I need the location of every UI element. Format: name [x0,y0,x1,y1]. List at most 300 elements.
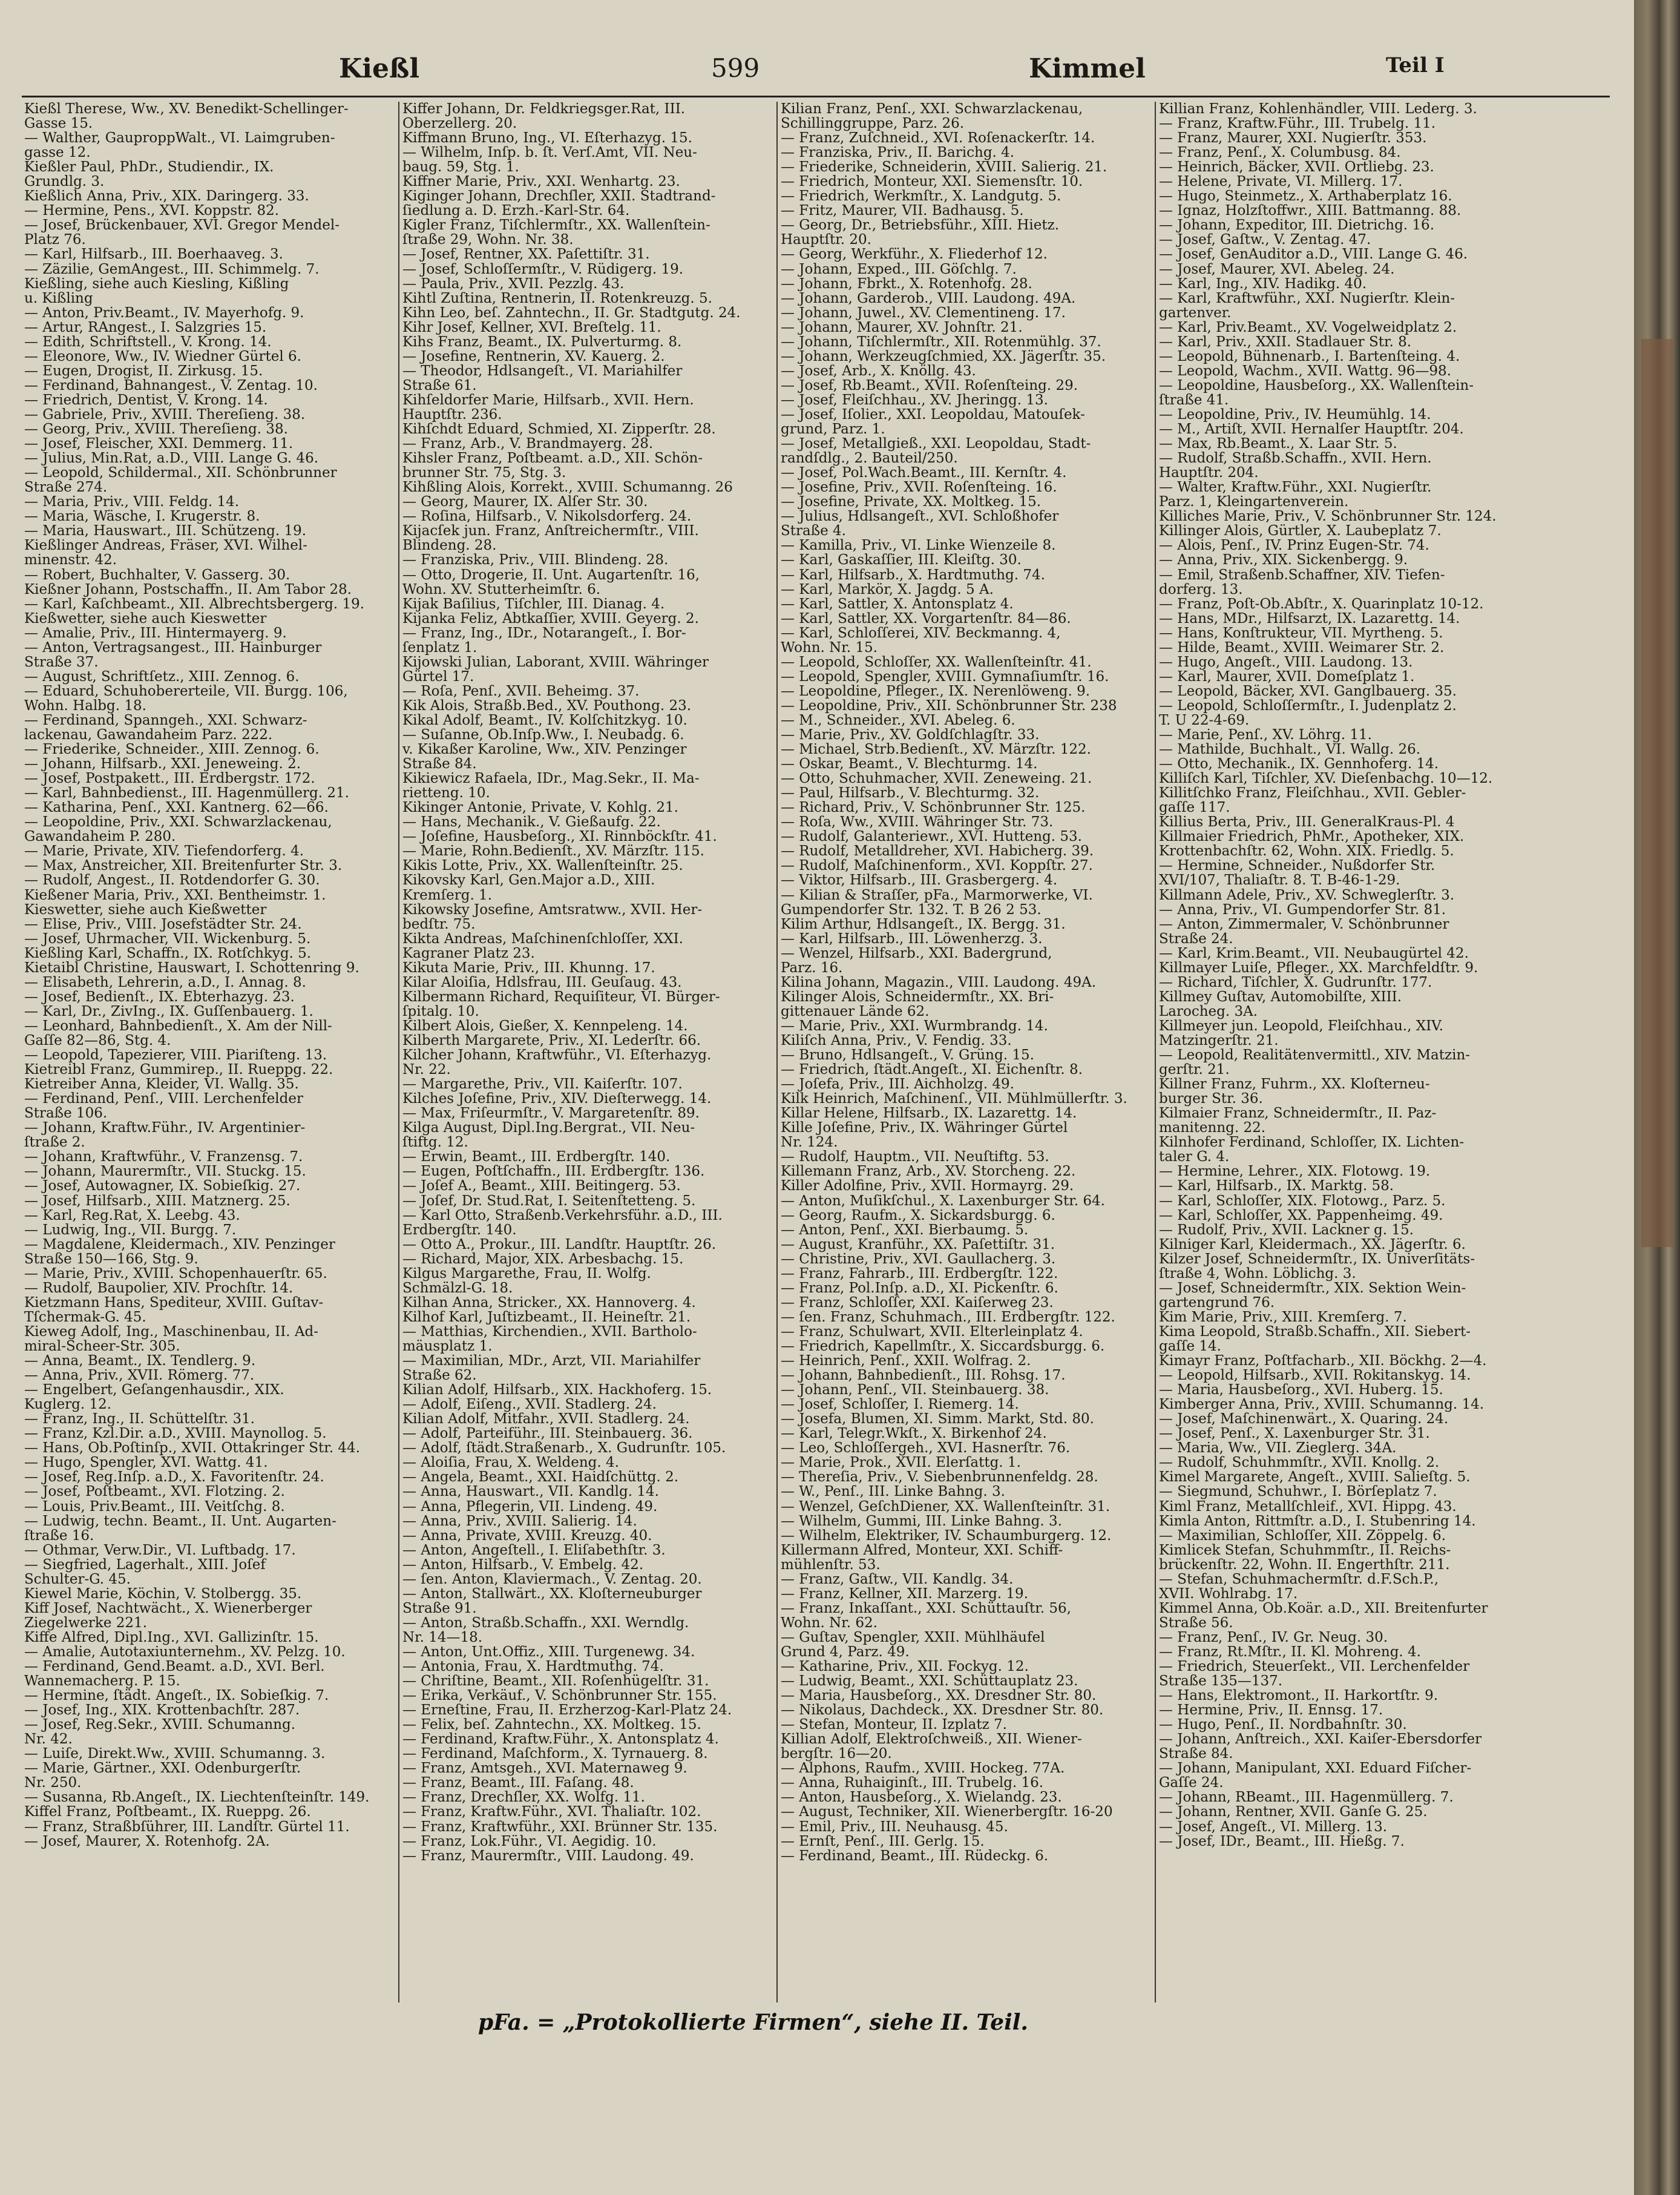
directory-entry-line: baug. 59, Stg. 1. [402,159,519,176]
directory-entry-line: — Karl, Schloſſer, XX. Pappenheimg. 49. [1159,1207,1443,1223]
directory-entry-line: — Anton, Penſ., XXI. Bierbaumg. 5. [781,1222,1029,1238]
directory-entry-line: — Josef, IDr., Beamt., III. Hießg. 7. [1159,1833,1405,1849]
directory-entry-line: — Johann, Juwel., XV. Clementineng. 17. [781,304,1066,321]
directory-entry-line: — Viktor, Hilfsarb., III. Grasbergerg. 4. [781,872,1058,889]
directory-entry-line: — Josef, Uhrmacher, VII. Wickenburg. 5. [24,930,311,947]
directory-entry-line: Kijacſek jun. Franz, Anſtreichermſtr., VIII. [402,523,699,539]
directory-entry-line: — Marie, Gärtner., XXI. Odenburgerſtr. [24,1760,301,1777]
directory-entry-line: — Maximilian, Schloſſer, XII. Zöppelg. 6. [1159,1527,1446,1544]
directory-entry-line: Parz. 16. [781,959,843,976]
directory-entry-line: Kiewel Marie, Köchin, V. Stolbergg. 35. [24,1585,302,1602]
directory-entry-line: Kilzer Josef, Schneidermſtr., IX. Univerſitäts- [1159,1251,1475,1267]
directory-entry-line: — Aloiſia, Frau, X. Weldeng. 4. [402,1455,619,1471]
column-divider [776,102,778,2002]
directory-entry-line: Kietreibl Franz, Gummirep., II. Rueppg. 22. [24,1062,333,1078]
directory-entry-line: — Josefa, Blumen, XI. Simm. Markt, Std. 80. [781,1411,1094,1427]
directory-entry-line: — Suſanne, Ob.Inſp.Ww., I. Neubadg. 6. [402,727,684,743]
directory-entry-line: — W., Penſ., III. Linke Bahng. 3. [781,1484,1005,1500]
directory-entry-line: — Michael, Strb.Bedienſt., XV. Märzſtr. 122. [781,742,1091,758]
directory-entry-line: brunner Str. 75, Stg. 3. [402,465,566,481]
directory-entry-line: Kilian Franz, Penſ., XXI. Schwarzlackenau, [781,102,1083,117]
directory-entry-line: — Hilde, Beamt., XVIII. Weimarer Str. 2. [1159,639,1445,656]
directory-entry-line: ſtraße 2. [24,1134,85,1151]
directory-entry-line: — Johann, Werkzeugſchmied, XX. Jägerſtr. 35. [781,348,1106,364]
directory-entry-line: — Georg, Dr., Betriebsführ., XIII. Hietz. [781,217,1060,234]
directory-entry-line: — Josef, Schloſſermſtr., V. Rüdigerg. 19. [402,261,684,277]
directory-entry-line: — Franz, Penſ., IV. Gr. Neug. 30. [1159,1629,1388,1645]
directory-entry-line: — Johann, Maurer, XV. Johnſtr. 21. [781,319,1023,335]
directory-entry-line: — Hugo, Penſ., II. Nordbahnſtr. 30. [1159,1717,1407,1733]
directory-entry-line: Kikta Andreas, Maſchinenſchloſſer, XXI. [402,930,683,947]
directory-entry-line: — Leopold, Wachm., XVII. Wattg. 96—98. [1159,363,1451,379]
directory-entry-line: — Anna, Hauswart., VII. Kandlg. 14. [402,1484,659,1500]
directory-entry-line: — Roſa, Ww., XVIII. Währinger Str. 73. [781,814,1054,831]
directory-entry-line: — Wilhelm, Elektriker, IV. Schaumburgerg. 12. [781,1527,1112,1544]
directory-entry-line: — Hans, MDr., Hilfsarzt, IX. Lazarettg. 14. [1159,610,1460,627]
directory-entry-line: — Josef, Maurer, XVI. Abeleg. 24. [1159,261,1395,277]
directory-entry-line: Straße 135—137. [1159,1673,1283,1690]
directory-entry-line: — Rudolf, Metalldreher, XVI. Habicherg. 39. [781,843,1094,860]
thumb-index-tab [1641,339,1673,1247]
directory-entry-line: taler G. 4. [1159,1149,1230,1165]
directory-entry-line: Kilar Aloiſia, Hdlsfrau, III. Geuſaug. 43. [402,974,682,990]
directory-entry-line: Kigler Franz, Tiſchlermſtr., XX. Wallenſtein- [402,217,710,234]
directory-entry-line: — Felix, beſ. Zahntechn., XX. Moltkeg. 15. [402,1717,701,1733]
directory-entry-line: Nr. 250. [24,1775,82,1791]
directory-entry-line: Kiml Franz, Metallſchleif., XVI. Hippg. 43. [1159,1498,1457,1515]
directory-entry-line: Kilbermann Richard, Requiſiteur, VI. Bürger- [402,989,720,1005]
directory-entry-line: — Hugo, Steinmetz., X. Arthaberplatz 16. [1159,188,1452,205]
directory-entry-line: Kagraner Platz 23. [402,945,535,961]
directory-entry-line: — Anna, Priv., XVII. Römerg. 77. [24,1367,255,1384]
directory-entry-line: — Johann, Exped., III. Göſchlg. 7. [781,261,1017,277]
directory-entry-line: Kikuta Marie, Priv., III. Khunng. 17. [402,959,655,976]
directory-entry-line: Kihn Leo, beſ. Zahntechn., II. Gr. Stadtgutg. 24. [402,304,741,321]
directory-entry-line: — Georg, Raufm., X. Sickardsburgg. 6. [781,1207,1055,1223]
directory-entry-line: — Ludwig, Beamt., XXI. Schüttauplatz 23. [781,1673,1078,1690]
directory-entry-line: Kießlinger Andreas, Fräser, XVI. Wilhel- [24,538,307,554]
directory-entry-line: Kimberger Anna, Priv., XVIII. Schumanng. 14. [1159,1397,1485,1413]
directory-entry-line: gartenver. [1159,304,1232,321]
directory-entry-line: Killner Franz, Fuhrm., XX. Kloſterneu- [1159,1076,1430,1093]
directory-entry-line: Killermann Alfred, Monteur, XXI. Schiff- [781,1542,1063,1558]
directory-entry-line: Grundlg. 3. [24,174,105,190]
directory-entry-line: Gürtel 17. [402,668,474,685]
directory-entry-line: — Ludwig, techn. Beamt., II. Unt. Augarten- [24,1513,336,1529]
directory-entry-line: Hauptſtr. 20. [781,232,871,248]
directory-entry-line: — Karl, Kraftwführ., XXI. Nugierſtr. Klein- [1159,290,1455,306]
directory-entry-line: — Elisabeth, Lehrerin, a.D., I. Annag. 8. [24,974,306,990]
directory-entry-line: — Alphons, Raufm., XVIII. Hockeg. 77A. [781,1760,1065,1777]
directory-entry-line: Kiffmann Bruno, Ing., VI. Eſterhazyg. 15. [402,130,692,146]
directory-entry-line: — Anna, Pflegerin, VII. Lindeng. 49. [402,1498,658,1515]
directory-entry-line: — Joſefa, Priv., III. Aichholzg. 49. [781,1076,1014,1093]
directory-entry-line: — Leopoldine, Priv., XII. Schönbrunner Str. 238 [781,697,1117,714]
directory-entry-line: Straße 106. [24,1105,108,1122]
directory-entry-line: — Josef, Rb.Beamt., XVII. Roſenſteing. 29. [781,377,1078,393]
directory-entry-line: Kietreiber Anna, Kleider, VI. Wallg. 35. [24,1076,299,1093]
directory-entry-line: Kijowski Julian, Laborant, XVIII. Währinger [402,654,709,670]
directory-entry-line: Kilniger Karl, Kleidermach., XX. Jägerſtr. 6. [1159,1236,1466,1252]
directory-entry-line: — Josef, Fleischer, XXI. Demmerg. 11. [24,436,294,452]
directory-entry-line: — Leopoldine, Priv., XXI. Schwarzlackenau, [24,814,332,831]
directory-entry-line: — Walter, Kraftw.Führ., XXI. Nugierſtr. [1159,479,1432,496]
directory-entry-line: — Karl, Bahnbedienst., III. Hagenmüllerg. 21. [24,785,349,801]
directory-entry-line: — Johann, Expeditor, III. Dietrichg. 16. [1159,217,1435,234]
directory-entry-line: gasse 12. [24,145,91,161]
header-part: Teil I [1386,53,1445,77]
directory-entry-line: gerſtr. 21. [1159,1062,1230,1078]
directory-entry-line: rietteng. 10. [402,785,490,801]
directory-entry-line: Kießner Johann, Postschaffn., II. Am Tabor 28. [24,581,352,597]
directory-entry-line: — Franziska, Priv., II. Barichg. 4. [781,145,1015,161]
directory-entry-line: — Georg, Werkführ., X. Fliederhof 12. [781,246,1048,263]
directory-entry-line: — Leopold, Spengler, XVIII. Gymnaſiumſtr. 16. [781,668,1109,685]
directory-entry-line: gittenauer Lände 62. [781,1003,930,1019]
directory-entry-line: Nr. 22. [402,1062,451,1078]
directory-entry-line: — Friederike, Schneiderin, XVIII. Salierig. 21. [781,159,1107,176]
directory-entry-line: — Ernſt, Penſ., III. Gerlg. 15. [781,1833,985,1849]
directory-entry-line: — Hugo, Angeſt., VIII. Laudong. 13. [1159,654,1413,670]
directory-entry-line: — Karl, Markör, X. Jagdg. 5 A. [781,581,994,597]
directory-entry-line: — Marie, Priv., XVIII. Schopenhauerſtr. 65. [24,1265,327,1282]
directory-entry-line: — Ferdinand, Gend.Beamt. a.D., XVI. Berl. [24,1659,325,1675]
directory-entry-line: — Heinrich, Bäcker, XVII. Ortliebg. 23. [1159,159,1434,176]
directory-entry-line: — Josef, Maurer, X. Rotenhofg. 2A. [24,1833,270,1849]
directory-entry-line: — Leopold, Bühnenarb., I. Bartenſteing. 4. [1159,348,1460,364]
directory-entry-line: Gumpendorfer Str. 132. T. B 26 2 53. [781,901,1042,918]
directory-entry-line: — Marie, Prok., XVII. Elerſattg. 1. [781,1455,1021,1471]
directory-entry-line: Erdbergſtr. 140. [402,1222,517,1238]
directory-entry-line: — Adolf, Eiſeng., XVII. Stadlerg. 24. [402,1397,657,1413]
column-divider [398,102,399,2002]
directory-entry-line: Kremſerg. 1. [402,887,493,903]
directory-entry-line: Killmaier Friedrich, PhMr., Apotheker, XIX. [1159,829,1465,845]
directory-entry-line: Kießler Paul, PhDr., Studiendir., IX. [24,159,274,176]
directory-entry-line: — Hans, Konſtrukteur, VII. Myrtheng. 5. [1159,625,1443,641]
directory-entry-line: Kilhof Karl, Juſtizbeamt., II. Heineſtr. 21. [402,1309,691,1325]
directory-entry-line: Kieswetter, siehe auch Kießwetter [24,901,267,918]
directory-entry-line: Kilches Joſefine, Priv., XIV. Dieſterwegg. 14. [402,1091,712,1107]
directory-entry-line: — Otto, Schuhmacher, XVII. Zeneweing. 21. [781,771,1092,787]
directory-entry-line: Hauptſtr. 204. [1159,465,1259,481]
directory-entry-line: Nr. 42. [24,1731,73,1748]
directory-entry-line: — Artur, RAngest., I. Salzgries 15. [24,319,267,335]
directory-entry-line: — Karl, Priv., XXII. Stadlauer Str. 8. [1159,334,1412,350]
column-1 [24,102,395,1849]
directory-entry-line: Kima Leopold, Straßb.Schaffn., XII. Siebert- [1159,1323,1471,1340]
directory-entry-line: — Leopoldine, Hausbeſorg., XX. Wallenſtein- [1159,377,1474,393]
directory-entry-line: — Stefan, Monteur, II. Izplatz 7. [781,1717,1007,1733]
directory-entry-line: — Josef, Hilfsarb., XIII. Matznerg. 25. [24,1193,290,1209]
directory-entry-line: — Heinrich, Penſ., XXII. Wolfrag. 2. [781,1353,1031,1369]
directory-entry-line: — Hermine, Pens., XVI. Koppstr. 82. [24,203,280,219]
directory-entry-line: — Friederike, Schneider., XIII. Zennog. 6. [24,742,320,758]
directory-entry-line: — Anton, Unt.Offiz., XIII. Turgenewg. 34. [402,1644,695,1660]
directory-entry-line: Gaſſe 24. [1159,1775,1224,1791]
directory-entry-line: — Johann, Garderob., VIII. Laudong. 49A. [781,290,1076,306]
directory-entry-line: Kihs Franz, Beamt., IX. Pulverturmg. 8. [402,334,682,350]
directory-entry-line: — Karl, Schloſſerei, XIV. Beckmanng. 4, [781,625,1061,641]
directory-entry-line: — Joſefine, Hausbeſorg., XI. Rinnböckſtr. 41. [402,829,717,845]
directory-entry-line: — Friedrich, ſtädt.Angeſt., XI. Eichenſtr. 8. [781,1062,1083,1078]
directory-entry-line: — Karl, Priv.Beamt., XV. Vogelweidplatz 2. [1159,319,1457,335]
directory-entry-line: — Josef, Reg.Inſp. a.D., X. Favoritenſtr. 24. [24,1469,324,1486]
directory-entry-line: grund, Parz. 1. [781,421,885,438]
directory-entry-line: — Franz, Straßbſührer, III. Landſtr. Gürtel 11. [24,1818,350,1835]
directory-entry-line: Straße 62. [402,1367,477,1384]
directory-entry-line: — Rudolf, Galanteriewr., XVI. Hutteng. 53. [781,829,1082,845]
directory-entry-line: Killius Berta, Priv., III. GeneralKraus-Pl. 4 [1159,814,1455,831]
directory-entry-line: — Karl, Sattler, X. Antonsplatz 4. [781,596,1014,612]
directory-entry-line: Wohn. XV. Stutterheimſtr. 6. [402,581,601,597]
directory-entry-line: — Anna, Priv., VI. Gumpendorfer Str. 81. [1159,901,1446,918]
directory-entry-line: — Rudolf, Priv., XVII. Lackner g. 15. [1159,1222,1414,1238]
directory-entry-line: — Hans, Elektromont., II. Harkortſtr. 9. [1159,1688,1439,1704]
directory-entry-line: — Anton, Angeſtell., I. Eliſabethſtr. 3. [402,1542,666,1558]
directory-entry-line: Kilcher Johann, Kraftwführ., VI. Eſterhazyg. [402,1047,712,1064]
directory-entry-line: — Adolf, Parteiführ., III. Steinbauerg. 36. [402,1426,693,1442]
directory-entry-line: Kilnhofer Ferdinand, Schloſſer, IX. Lichten- [1159,1134,1465,1151]
directory-entry-line: — Franz, Amtsgeh., XVI. Maternaweg 9. [402,1760,687,1777]
directory-entry-line: — Hermine, Priv., II. Ennsg. 17. [1159,1702,1383,1719]
directory-entry-line: — M., Artiſt, XVII. Hernalſer Hauptſtr. 204. [1159,421,1464,438]
directory-entry-line: — Angela, Beamt., XXI. Haidſchüttg. 2. [402,1469,679,1486]
directory-entry-line: Killian Adolf, Elektroſchweiß., XII. Wiener- [781,1731,1082,1748]
directory-entry-line: — Richard, Major, XIX. Arbesbachg. 15. [402,1251,684,1267]
directory-entry-line: — Josef, Reg.Sekr., XVIII. Schumanng. [24,1717,296,1733]
directory-entry-line: — Franz, Fahrarb., III. Erdbergſtr. 122. [781,1265,1058,1282]
directory-entry-line: Blindeng. 28. [402,538,497,554]
directory-entry-line: — Louis, Priv.Beamt., III. Veitſchg. 8. [24,1498,285,1515]
directory-entry-line: — Franz, Poſt-Ob.Abſtr., X. Quarinplatz 10-12. [1159,596,1484,612]
directory-entry-line: — Eugen, Poſtſchaffn., III. Erdbergſtr. 136. [402,1163,705,1180]
directory-entry-line: bergſtr. 16—20. [781,1746,892,1762]
directory-entry-line: — Maria, Priv., VIII. Feldg. 14. [24,494,240,510]
directory-entry-line: — Franz, Schulwart, XVII. Elterleinplatz 4. [781,1323,1083,1340]
directory-entry-line: — Anton, Zimmermaler, V. Schönbrunner [1159,916,1449,932]
directory-entry-line: — Magdalene, Kleidermach., XIV. Penzinger [24,1236,335,1252]
directory-entry-line: — Karl, Reg.Rat, X. Leebg. 43. [24,1207,240,1223]
directory-entry-line: Kilim Arthur, Hdlsangeſt., IX. Bergg. 31. [781,916,1066,932]
directory-entry-line: — Susanna, Rb.Angeſt., IX. Liechtenſteinſtr. 149. [24,1789,370,1806]
directory-entry-line: Wohn. Nr. 62. [781,1614,878,1631]
directory-entry-line: — Josef, Penſ., X. Laxenburger Str. 31. [1159,1426,1430,1442]
directory-entry-line: — Otto, Drogerie, II. Unt. Augartenſtr. 16, [402,567,700,583]
directory-entry-line: — Amalie, Priv., III. Hintermayerg. 9. [24,625,287,641]
directory-entry-line: Kille Joſefine, Priv., IX. Währinger Gürtel [781,1120,1068,1136]
directory-entry-line: — Marie, Private, XIV. Tiefendorferg. 4. [24,843,304,860]
directory-entry-line: ſtraße 29, Wohn. Nr. 38. [402,232,574,248]
directory-entry-line: — Otto, Mechanik., IX. Gennhoferg. 14. [1159,756,1439,772]
directory-entry-line: Straße 274. [24,479,108,496]
directory-entry-line: — Julius, Min.Rat, a.D., VIII. Lange G. 46. [24,450,319,467]
header-left-keyword: Kießl [339,53,420,84]
directory-entry-line: — Franz, Ing., IDr., Notarangeſt., I. Bor- [402,625,686,641]
directory-entry-line: — Josefine, Priv., XVII. Roſenſteing. 16. [781,479,1057,496]
directory-entry-line: Straße 84. [1159,1746,1233,1762]
directory-entry-line: miral-Scheer-Str. 305. [24,1338,180,1354]
directory-entry-line: Wohn. Halbg. 18. [24,697,146,714]
directory-entry-line: — Anna, Beamt., IX. Tendlerg. 9. [24,1353,256,1369]
directory-entry-line: v. Kikaßer Karoline, Ww., XIV. Penzinger [402,742,687,758]
directory-entry-line: Straße 56. [1159,1614,1233,1631]
directory-entry-line: Kikowsky Josefine, Amtsratww., XVII. Her- [402,901,703,918]
directory-entry-line: — Margarethe, Priv., VII. Kaiſerſtr. 107. [402,1076,683,1093]
directory-entry-line: Kihſeldorfer Marie, Hilfsarb., XVII. Hern. [402,392,694,408]
directory-entry-line: — Paula, Priv., XVII. Pezzlg. 43. [402,275,625,292]
directory-entry-line: Kikiewicz Rafaela, IDr., Mag.Sekr., II. Ma- [402,771,700,787]
directory-entry-line: Kuglerg. 12. [24,1397,112,1413]
directory-entry-line: — Johann, Kraftwführ., V. Franzensg. 7. [24,1149,303,1165]
directory-entry-line: Kimla Anton, Rittmſtr. a.D., I. Stubenring 14. [1159,1513,1476,1529]
column-2 [402,102,773,1863]
directory-entry-line: — Engelbert, Geſangenhausdir., XIX. [24,1382,284,1398]
directory-entry-line: Kik Alois, Straßb.Bed., XV. Pouthong. 23. [402,697,692,714]
directory-entry-line: — Anton, Muſikſchul., X. Laxenburger Str. 64. [781,1193,1105,1209]
directory-entry-line: Kiffel Franz, Poſtbeamt., IX. Rueppg. 26. [24,1804,311,1820]
directory-entry-line: — Ferdinand, Bahnangest., V. Zentag. 10. [24,377,318,393]
directory-entry-line: — Leopold, Bäcker, XVI. Ganglbauerg. 35. [1159,683,1457,699]
directory-entry-line: minenstr. 42. [24,552,117,568]
directory-entry-line: Kilian Adolf, Mitfahr., XVII. Stadlerg. 24. [402,1411,690,1427]
directory-entry-line: Straße 37. [24,654,99,670]
directory-entry-line: — Karl, Gaskaſſier, III. Kleiſtg. 30. [781,552,1022,568]
directory-entry-line: dorferg. 13. [1159,581,1243,597]
directory-entry-line: — Marie, Rohn.Bedienſt., XV. Märzſtr. 115. [402,843,704,860]
directory-entry-line: T. U 22-4-69. [1159,712,1250,728]
directory-entry-line: — Othmar, Verw.Dir., VI. Luftbadg. 17. [24,1542,296,1558]
directory-entry-line: Kilgus Margarethe, Frau, II. Wolfg. [402,1265,651,1282]
directory-entry-line: Kihsler Franz, Poſtbeamt. a.D., XII. Schön- [402,450,703,467]
directory-entry-line: Killemann Franz, Arb., XV. Storcheng. 22. [781,1163,1076,1180]
directory-entry-line: — Marie, Penſ., XV. Löhrg. 11. [1159,727,1372,743]
directory-entry-line: — Guſtav, Spengler, XXII. Mühlhäufel [781,1629,1045,1645]
directory-entry-line: — Josef, GenAuditor a.D., VIII. Lange G. 46. [1159,246,1468,263]
directory-entry-line: — ſen. Franz, Schuhmach., III. Erdbergſtr. 122. [781,1309,1115,1325]
directory-entry-line: Kiffner Marie, Priv., XXI. Wenhartg. 23. [402,174,680,190]
directory-entry-line: — Johann, Tiſchlermſtr., XII. Rotenmühlg. 37. [781,334,1101,350]
directory-entry-line: — Stefan, Schuhmachermſtr. d.F.Sch.P., [1159,1571,1439,1587]
directory-entry-line: — Franz, Penſ., X. Columbusg. 84. [1159,145,1401,161]
directory-entry-line: — Anton, Straßb.Schaffn., XXI. Werndlg. [402,1614,689,1631]
directory-entry-line: — Karl Otto, Straßenb.Verkehrsführ. a.D., III. [402,1207,723,1223]
directory-entry-line: — Roſina, Hilfsarb., V. Nikolsdorferg. 24. [402,508,692,525]
directory-entry-line: Kilhan Anna, Stricker., XX. Hannoverg. 4. [402,1294,696,1311]
directory-entry-line: Larocheg. 3A. [1159,1003,1258,1019]
directory-entry-line: Kilberth Margarete, Priv., XI. Lederſtr. 66. [402,1033,701,1048]
directory-entry-line: ſtiftg. 12. [402,1134,468,1151]
directory-entry-line: — Christine, Priv., XVI. Gaullacherg. 3. [781,1251,1056,1267]
directory-entry-line: — Karl, Maurer, XVII. Domeſplatz 1. [1159,668,1415,685]
directory-entry-line: — Franz, Gaſtw., VII. Kandlg. 34. [781,1571,1014,1587]
directory-entry-line: — Amalie, Autotaxiunternehm., XV. Pelzg. 10. [24,1644,346,1660]
directory-entry-line: Kikovsky Karl, Gen.Major a.D., XIII. [402,872,655,889]
directory-entry-line: — Leopold, Schildermal., XII. Schönbrunner [24,465,337,481]
directory-entry-line: Kiliſch Anna, Priv., V. Fendig. 33. [781,1033,1012,1048]
directory-entry-line: ſiedlung a. D. Erzh.-Karl-Str. 64. [402,203,630,219]
directory-entry-line: — Josef, Iſolier., XXI. Leopoldau, Matouſek- [781,406,1085,423]
directory-entry-line: — Franz, Kellner, XII. Marzerg. 19. [781,1585,1029,1602]
directory-entry-line: — Maria, Ww., VII. Zieglerg. 34A. [1159,1440,1397,1456]
directory-entry-line: — Maria, Wäsche, I. Krugerstr. 8. [24,508,260,525]
directory-entry-line: — Franz, Kraftwführ., XXI. Brünner Str. 135. [402,1818,718,1835]
directory-entry-line: ſenplatz 1. [402,639,477,656]
directory-entry-line: Kihſchdt Eduard, Schmied, XI. Zipperſtr. 28. [402,421,716,438]
directory-entry-line: — Chriſtine, Beamt., XII. Roſenhügelſtr. 31. [402,1673,709,1690]
directory-entry-line: — Johann, Rentner, XVII. Ganſe G. 25. [1159,1804,1428,1820]
directory-entry-line: — Zäzilie, GemAngest., III. Schimmelg. 7. [24,261,320,277]
directory-entry-line: — August, Kranführ., XX. Paſettiſtr. 31. [781,1236,1055,1252]
directory-entry-line: — Otto A., Prokur., III. Landſtr. Hauptſtr. 26. [402,1236,717,1252]
directory-entry-line: Killmeyer jun. Leopold, Fleiſchhau., XIV. [1159,1018,1444,1034]
directory-entry-line: — Leopold, Tapezierer, VIII. Piariſteng. 13. [24,1047,327,1064]
directory-entry-line: — Rudolf, Angest., II. Rotdendorfer G. 30. [24,872,320,889]
directory-entry-line: — Katharina, Penſ., XXI. Kantnerg. 62—66. [24,800,329,816]
directory-entry-line: Kimayr Franz, Poſtfacharb., XII. Böckhg. 2—4. [1159,1353,1487,1369]
directory-entry-line: lackenau, Gawandaheim Parz. 222. [24,727,273,743]
directory-entry-line: Kießling, siehe auch Kiesling, Kißling [24,275,289,292]
directory-entry-line: — Leonhard, Bahnbedienſt., X. Am der Nill- [24,1018,332,1034]
directory-entry-line: — Leopoldine, Priv., IV. Heumühlg. 14. [1159,406,1431,423]
directory-entry-line: Kietzmann Hans, Spediteur, XVIII. Guſtav- [24,1294,324,1311]
directory-entry-line: — Josef, Ing., XIX. Krottenbachſtr. 287. [24,1702,300,1719]
directory-entry-line: — Ferdinand, Penſ., VIII. Lerchenfelder [24,1091,303,1107]
directory-entry-line: Parz. 1, Kleingartenverein. [1159,494,1349,510]
directory-entry-line: — Karl, Ing., XIV. Hadikg. 40. [1159,275,1367,292]
directory-entry-line: — Adolf, ſtädt.Straßenarb., X. Gudrunſtr. 105. [402,1440,726,1456]
directory-entry-line: — Nikolaus, Dachdeck., XX. Dresdner Str. 80. [781,1702,1104,1719]
directory-entry-line: — Georg, Priv., XVIII. Thereſieng. 38. [24,421,288,438]
directory-entry-line: Wohn. Nr. 15. [781,639,878,656]
directory-entry-line: — Josef, Angeſt., VI. Millerg. 13. [1159,1818,1388,1835]
directory-entry-line: — Anton, Vertragsangest., III. Hainburger [24,639,322,656]
directory-entry-line: — Friedrich, Werkmſtr., X. Landgutg. 5. [781,188,1061,205]
directory-entry-line: Kießl Therese, Ww., XV. Benedikt-Schellinger- [24,102,349,117]
directory-entry-line: — Hans, Ob.Poſtinſp., XVII. Ottakringer Str. 44. [24,1440,360,1456]
directory-entry-line: — Franz, Kraftw.Führ., XVI. Thaliaſtr. 102. [402,1804,701,1820]
directory-entry-line: — Bruno, Hdlsangeſt., V. Grüng. 15. [781,1047,1034,1064]
directory-entry-line: Kilinger Alois, Schneidermſtr., XX. Bri- [781,989,1054,1005]
directory-entry-line: — Hugo, Spengler, XVI. Wattg. 41. [24,1455,268,1471]
directory-entry-line: Straße 24. [1159,930,1233,947]
directory-entry-line: Kimlicek Stefan, Schuhmmſtr., II. Reichs- [1159,1542,1451,1558]
directory-entry-line: — Josef, Fleiſchhau., XV. Jheringg. 13. [781,392,1048,408]
directory-entry-line: — Marie, Priv., XXI. Wurmbrandg. 14. [781,1018,1048,1034]
directory-entry-line: — Johann, Kraftw.Führ., IV. Argentinier- [24,1120,306,1136]
directory-entry-line: Straße 150—166, Stg. 9. [24,1251,199,1267]
directory-entry-line: — Richard, Tiſchler, X. Gudrunſtr. 177. [1159,974,1432,990]
directory-entry-line: Kiff Josef, Nachtwächt., X. Wienerberger [24,1600,312,1616]
directory-entry-line: — Josef, Bedienſt., IX. Ebterhazyg. 23. [24,989,295,1005]
directory-entry-line: — Rudolf, Straßb.Schaffn., XVII. Hern. [1159,450,1432,467]
directory-entry-line: Killiſch Karl, Tiſchler, XV. Dieſenbachg. 10—12. [1159,771,1493,787]
directory-entry-line: — Siegfried, Lagerhalt., XIII. Joſef [24,1556,266,1573]
directory-entry-line: Kimel Margarete, Angeſt., XVIII. Salieſtg. 5. [1159,1469,1471,1486]
directory-entry-line: ſtraße 41. [1159,392,1229,408]
directory-entry-line: Grund 4, Parz. 49. [781,1644,910,1660]
directory-entry-line: ſtraße 16. [24,1527,94,1544]
directory-entry-line: — Franziska, Priv., VIII. Blindeng. 28. [402,552,669,568]
directory-entry-line: — Eduard, Schuhobererteile, VII. Burgg. 106, [24,683,348,699]
directory-entry-line: — Ferdinand, Spanngeh., XXI. Schwarz- [24,712,307,728]
directory-entry-line: — Johann, Maurermſtr., VII. Stuckg. 15. [24,1163,306,1180]
directory-entry-line: Kilbert Alois, Gießer, X. Kennpeleng. 14. [402,1018,688,1034]
directory-entry-line: Kietaibl Christine, Hauswart, I. Schottenring 9. [24,959,359,976]
directory-entry-line: — Joſef, Dr. Stud.Rat, I. Seitenſtetteng. 5. [402,1193,696,1209]
directory-entry-line: mäusplatz 1. [402,1338,493,1354]
directory-entry-line: — Josef, Schneidermſtr., XIX. Sektion Wein- [1159,1280,1466,1296]
